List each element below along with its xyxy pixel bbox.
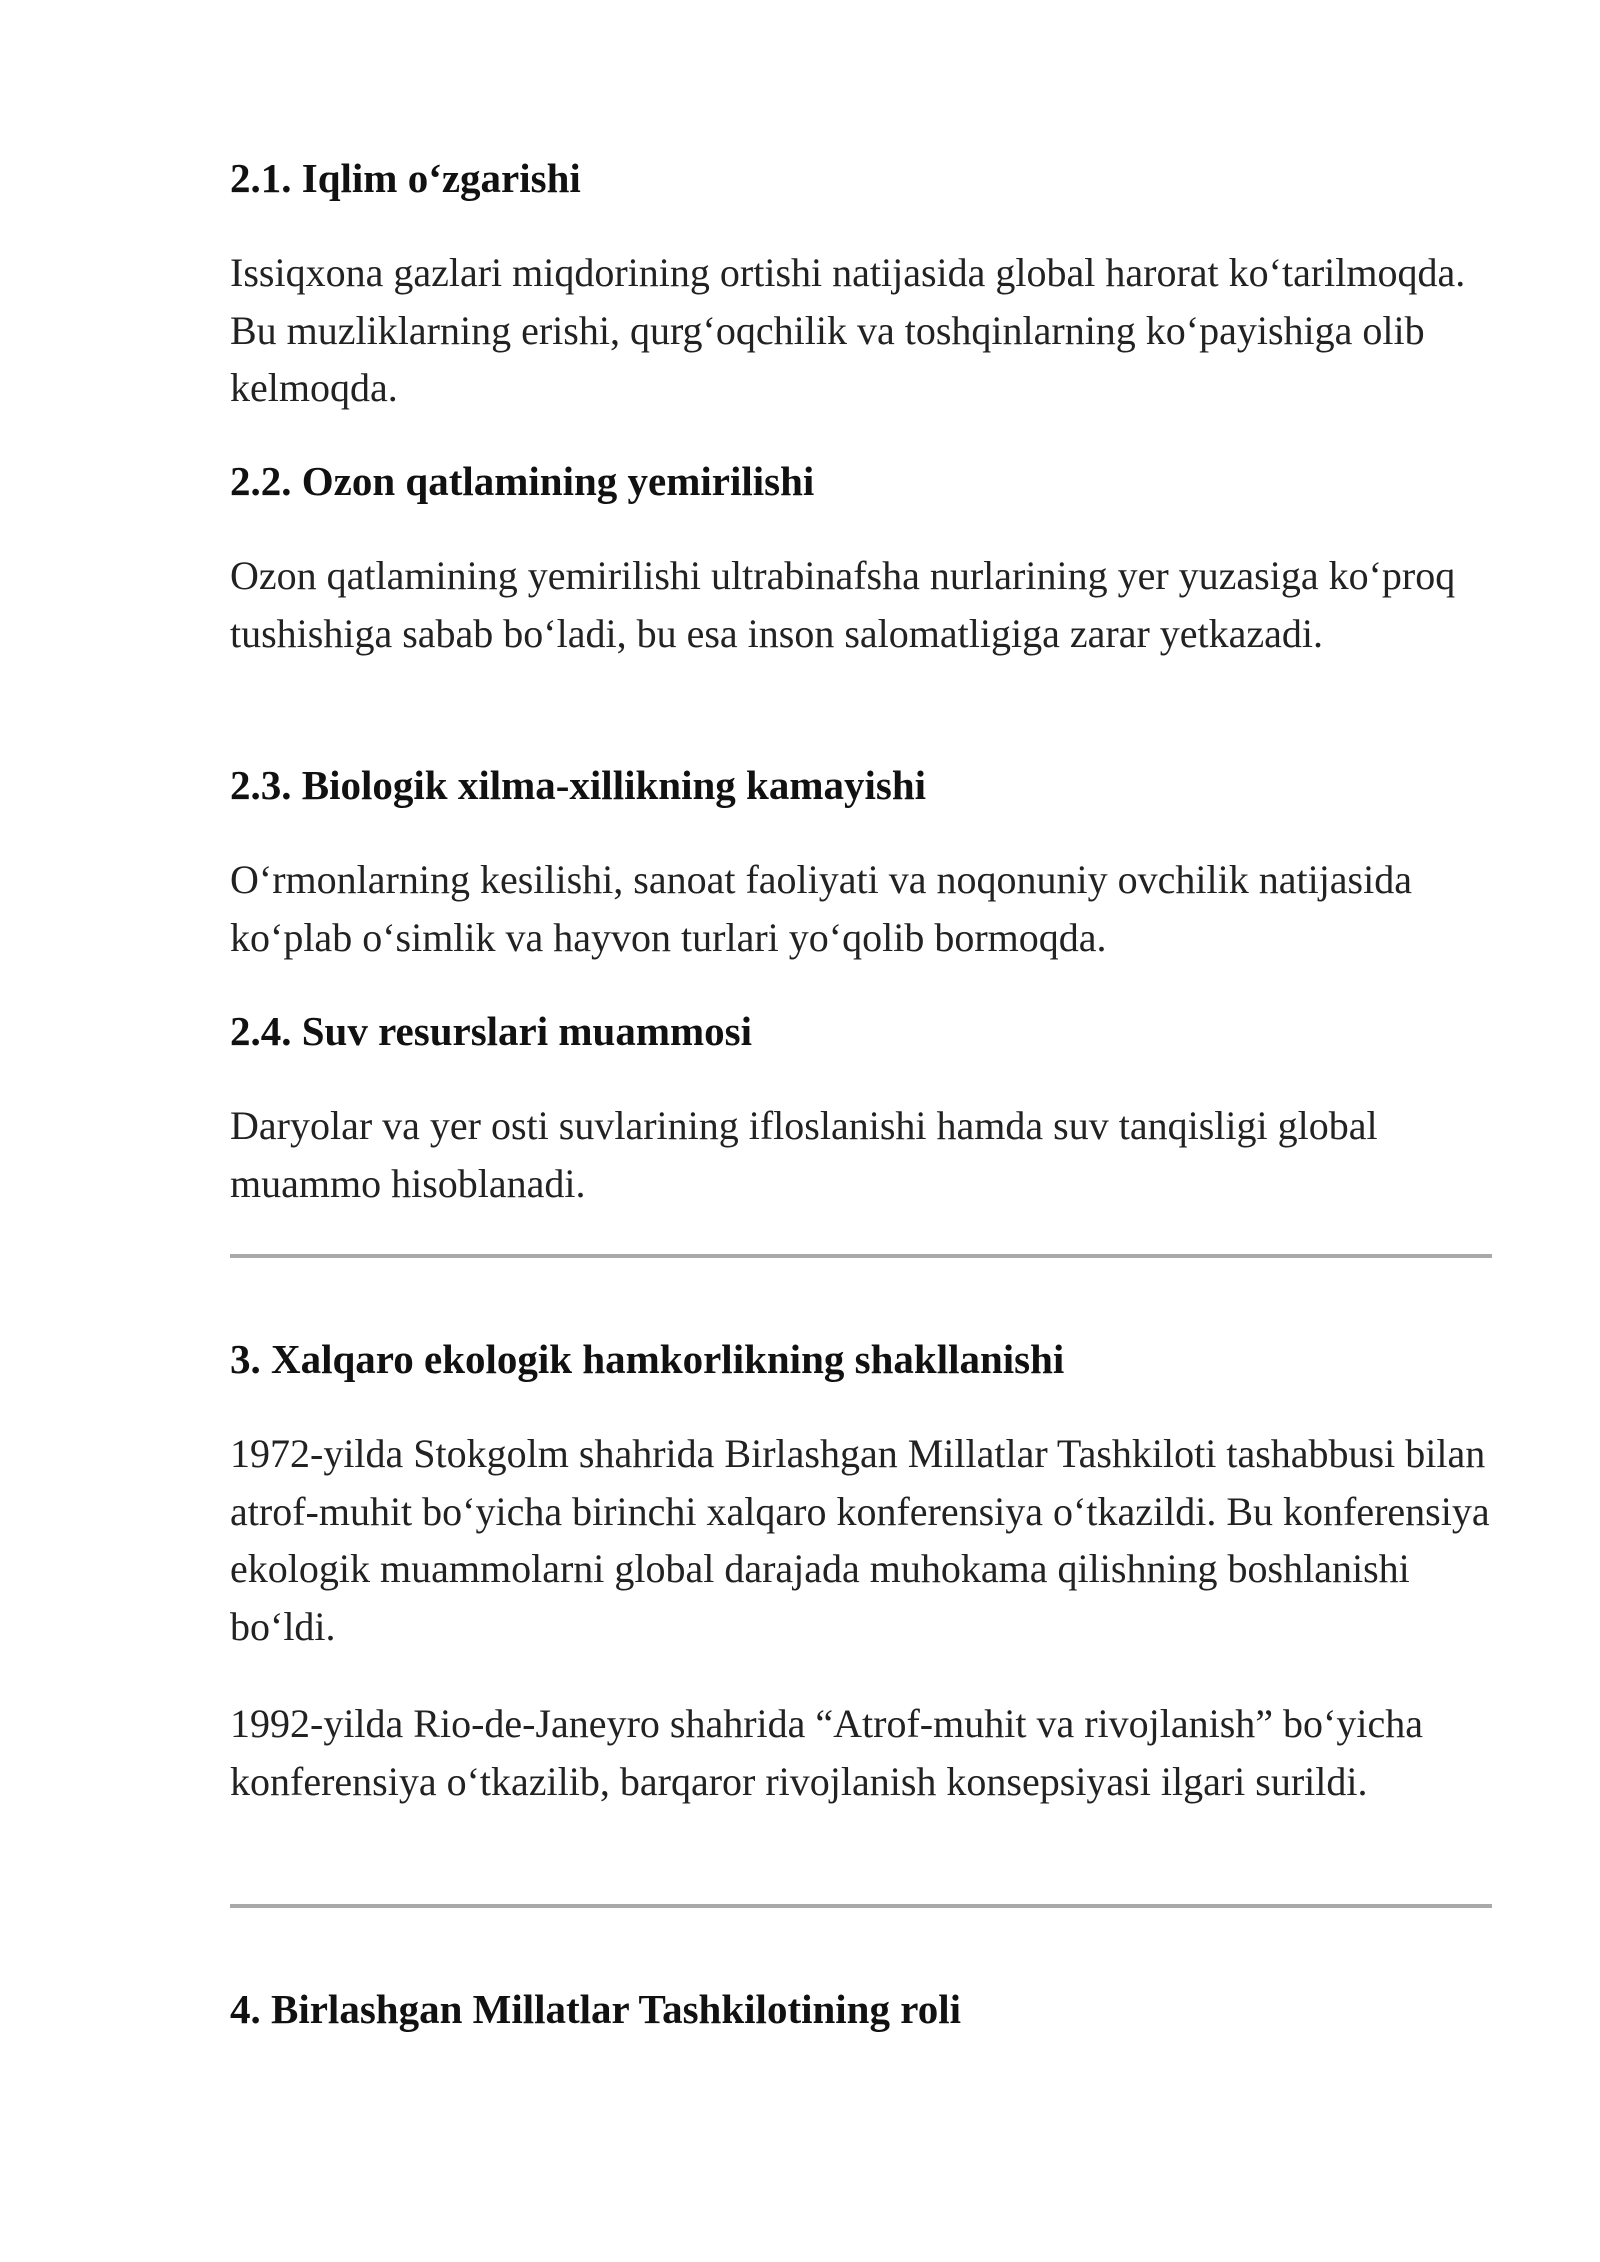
section-2-3-text: O‘rmonlarning kesilishi, sanoat faoliyati va noqonuniy ovchilik natijasida ko‘plab o‘simlik va hayvon turlari yo‘qolib bormoqda. (230, 857, 1412, 960)
section-2-2-text: Ozon qatlamining yemirilishi ultrabinafsha nurlarining yer yuzasiga ko‘proq tushishiga sabab bo‘ladi, bu esa inson salomatligiga zarar yetkazadi. (230, 553, 1456, 656)
section-2-1-heading: 2.1. Iqlim o‘zgarishi (230, 155, 581, 201)
section-2-3-heading: 2.3. Biologik xilma-xillikning kamayishi (230, 762, 927, 808)
section-2-4-text: Daryolar va yer osti suvlarining ifloslanishi hamda suv tanqisligi global muammo hisoblanadi. (230, 1103, 1378, 1206)
section-3-paragraph: 1972-yilda Stokgolm shahrida Birlashgan Millatlar Tashkiloti tashabbusi bilan atrof-muhit bo‘yicha birinchi xalqaro konferensiya o‘tkazildi. Bu konferensiya ekologik muammolarni global darajada muhokama qilishning boshlanishi bo‘ldi. (230, 1431, 1490, 1649)
section-divider (230, 1904, 1492, 1908)
section-4-heading: 4. Birlashgan Millatlar Tashkilotining roli (230, 1986, 961, 2032)
section-2-4-heading: 2.4. Suv resurslari muammosi (230, 1008, 753, 1054)
section-2-1-text: Issiqxona gazlari miqdorining ortishi natijasida global harorat ko‘tarilmoqda. Bu muzliklarning erishi, qurg‘oqchilik va toshqinlarning ko‘payishiga olib kelmoqda. (230, 250, 1466, 410)
section-2-2-heading: 2.2. Ozon qatlamining yemirilishi (230, 458, 815, 504)
section-3-heading: 3. Xalqaro ekologik hamkorlikning shakllanishi (230, 1336, 1065, 1382)
section-divider (230, 1254, 1492, 1258)
section-3-paragraph: 1992-yilda Rio-de-Janeyro shahrida “Atrof-muhit va rivojlanish” bo‘yicha konferensiya o‘tkazilib, barqaror rivojlanish konsepsiyasi ilgari surildi. (230, 1701, 1423, 1804)
